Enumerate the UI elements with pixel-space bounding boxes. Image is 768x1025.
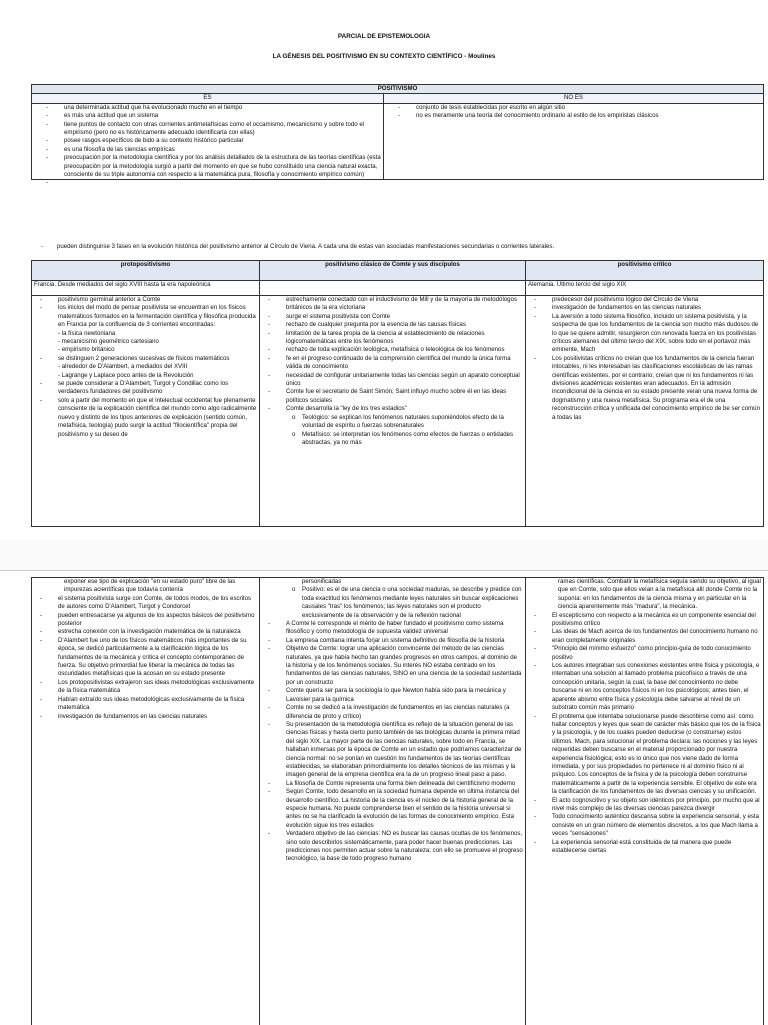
es-list <box>34 104 381 180</box>
protopositivismo-item: - se distinguen 2 generaciones sucesivas de físicos matemáticos - alrededor de D'Alambert, a mediados del XVIII - Lagrange y Laplace poco antes de la Revolución <box>34 355 257 380</box>
positivismo-clasico-item: - La filosofía de Comte representa una forma bien delineada del cientificismo moderno <box>262 780 523 788</box>
positivismo-critico-header: positivismo crítico <box>526 261 764 281</box>
positivismo-clasico-item: - Comte fue el secretario de Saint Simón, Saint influyó mucho sobre él en las ideas políticos sociales <box>262 388 523 405</box>
positivismo-clasico-list <box>262 296 523 414</box>
protopositivismo-item: - pueden entresacarse ya algunos de los aspectos básicos del positivismo posterior <box>34 612 257 629</box>
document-subtitle: LA GÉNESIS DEL POSITIVISMO EN SU CONTEXTO CIENTÍFICO - Moulines <box>0 53 768 60</box>
protopositivismo-item: - estrecha conexión con la investigación matemática de la naturaleza <box>34 628 257 636</box>
protopositivismo-item: - investigación de fundamentos en las ciencias naturales <box>34 713 257 721</box>
es-item: - posee rasgos específicos de bido a su contexto histórico particular <box>34 137 381 145</box>
positivismo-table <box>31 84 764 180</box>
estadio-item: o Positivo: es el de una ciencia o una sociedad maduras, se describe y predice con toda exactitud los fenómenos mediante leyes naturales sin buscar explicaciones causales "tras" los fenómenos; las leyes naturales son el producto exclusivamente de la observación y de la reflexión racional <box>262 586 523 620</box>
positivismo-clasico-item: - Su presentación de la metodología científica es reflejo de la situación general de las ciencias físicas y hasta cierto punto también de las biológicas durante la primera mitad del siglo XIX. La mayor parte de las ciencias naturales, sobre todo en Francia, se hallaban inmersas por la época de Comte en un estadio que podríamos caracterizar de ciencia normal: no se ponían en cuestión los fundamentos de las teorías científicas establecidas, se elaboraban primordialmente los detalles técnicos de las mismas y la imagen general de la empresa científica era la de un progreso lineal paso a paso. <box>262 721 523 780</box>
positivismo-clasico-item: - Verdadero objetivo de las ciencias: NO es buscar las causas ocultas de los fenómenos, sino solo describirlos sistemáticamente, para poder hacer buenas predicciones. Las predicciones nos permiten actuar sobre la naturaleza; con ello se promueve el progreso tecnológico, la base de todo progreso humano <box>262 830 523 864</box>
positivismo-critico-item: - La experiencia sensorial está constituida de tal manera que puede establecerse ciertas <box>528 839 761 856</box>
tres-estadios-list-continued <box>262 586 523 620</box>
positivismo-clasico-item: - Comte quería ser para la sociología lo que Newton había sido para la mecánica y Lavoisier para la química <box>262 687 523 704</box>
positivismo-critico-item: - El problema que intentaba solucionarse puede describirse como así: cómo hallar conceptos y leyes que sean de carácter más básico que los de la física y la psicología, y de los cuales pueden deducirse (o construirse) estos últimos. Mach, para solucionar el problema declara: las nociones y las leyes requeridas deben buscarse en el material proporcionado por nuestra experiencia fisiológica; esto es lo único que nos viene dado de forma inmediata, y por sus propiedades no pertenece ni al dominio físico ni al psíquico. Los conceptos de la física y de la psicología deben construirse matemáticamente a partir de la experiencia sensible. El objetivo de este era la clarificación de los fundamentos de las diversas ciencias y su unificación. <box>528 713 761 797</box>
positivismo-clasico-item: - fe en el progreso continuado de la comprensión científica del mundo la única forma válida de conocimiento <box>262 355 523 372</box>
positivismo-clasico-continuation: personificadas <box>262 578 523 586</box>
es-item: - preocupación por la metodología científica y por los análisis detallados de la estructura de las teorías científicas (esta preocupación por la metodología surgió a partir del momento en que se hubo constituido una ciencia natural exacta, consciente de su triple autonomía con respecto a la matemática pura, filosofía y conocimiento empírico común) <box>34 154 381 179</box>
positivismo-table-title: POSITIVISMO <box>32 85 764 94</box>
protopositivismo-list-continued <box>34 595 257 721</box>
positivismo-critico-continuation: ramas científicas. Combatir la metafísica seguía siendo su objetivo, al igual que en Comte, solo que ellos veían a la metafísica allí donde Comte no la suponía: en los fundamentos de la ciencia misma y en particular en la ciencia aparentemente más "madura", la mecánica. <box>528 578 761 612</box>
positivismo-clasico-item: - surge el sistema positivista con Comte <box>262 313 523 321</box>
positivismo-critico-cell <box>526 296 764 527</box>
protopositivismo-cell-continued <box>32 578 260 1025</box>
protopositivismo-list <box>34 296 257 439</box>
positivismo-clasico-item: - A Comte le corresponde el mérito de haber fundado el positivismo como sistema filosófico y como metodología de supuesta validez universal <box>262 620 523 637</box>
document-page-2 <box>0 570 768 1025</box>
protopositivismo-item: - el sistema positivista surge con Comte, de todos modos, de los escritos de autores como D'Alambert, Turgot y Condorcet <box>34 595 257 612</box>
positivismo-clasico-item: - rechazo de toda explicación teológica, metafísica o teleológica de los fenómenos <box>262 346 523 354</box>
protopositivismo-item: - Los protopositivistas extrajeron sus ideas metodológicas exclusivamente de la física matemática <box>34 679 257 696</box>
phases-intro-text: pueden distinguirse 3 fases en la evolución histórica del positivismo anterior al Círculo de Viena. A cada una de estas van asociadas manifestaciones secundarias o corrientes laterales. <box>57 243 554 250</box>
protopositivismo-item: - D'Alambert fue uno de los físicos matemáticos más importantes de su época, se dedicó particularmente a la clarificación lógica de los fundamentos de la mecánica y crítica el concepto contemporáneo de fuerza. Su objetivo primordial fue liberar la mecánica de todas las oscuridades metafísicas que la acosan en su estado presente <box>34 637 257 679</box>
es-column-header: ES <box>32 94 384 103</box>
no-es-list <box>386 104 761 121</box>
positivismo-critico-item: - Los autores integraban sus conexiones existentes entre física y psicología, e intentaban una solución al llamado problema psicofísico a través de una concepción unitaria, según la cual, la base del conocimiento no debe buscarse ni en los conceptos físicos ni en los psicológicos; antes bien, el aparente abismo entre física y psicología debe salvarse al nivel de un substrato común más primario <box>528 662 761 712</box>
positivismo-critico-item: - investigación de fundamentos en las ciencias naturales <box>528 304 761 312</box>
es-item: - es una filosofía de las ciencias empíricas <box>34 146 381 154</box>
estadio-item: o Teológico: se explican los fenómenos naturales suponiéndolos efecto de la voluntad de espíritu o fuerzas sobrenaturales <box>262 414 523 431</box>
positivismo-critico-item: - "Principio del mínimo esfuerzo" como principio-guía de todo conocimiento positivo <box>528 645 761 662</box>
protopositivismo-continuation: exponer ese tipo de explicación "en su estado puro" libre de las impurezas acientíficas que todavía contenía <box>34 578 257 595</box>
positivismo-clasico-item: - La empresa comtiana intenta forjar un sistema definitivo de filosofía de la historia <box>262 637 523 645</box>
positivismo-critico-cell-continued <box>526 578 764 1025</box>
protopositivismo-item: - los inicios del modo de pensar positivista se encuentran en los físicos matemáticos formados en la fermentación científica y filosófica producida en Francia por la confluencia de 3 corrientes encontradas: - la física newtoniana - mecanicismo geométrico cartesiano - empirismo británico <box>34 304 257 354</box>
no-es-column-header: NO ES <box>384 94 764 103</box>
positivismo-clasico-item: - Objetivo de Comte: lograr una aplicación convincente del método de las ciencias naturales, ya que había hecho tan grandes progresos en otros campos, al dominio de la historia y de los fenómenos sociales. Su interés NO estaba centrado en los fundamentos de las ciencias naturales, SINO en una ciencia de la sociedad sustentada por un constructo <box>262 645 523 687</box>
positivismo-critico-item: - predecesor del positivismo lógico del Círculo de Viena <box>528 296 761 304</box>
phases-table <box>31 260 764 527</box>
positivismo-clasico-list-continued <box>262 620 523 864</box>
es-item: - una determinada actitud que ha evolucionado mucho en el tiempo <box>34 104 381 112</box>
positivismo-critico-item: - El acto cognoscitivo y su objeto son idénticos por principio, por mucho que al nivel más complejo de las diversas ciencias parezca divergir <box>528 797 761 814</box>
positivismo-clasico-subheader <box>260 281 526 296</box>
phases-table-continued <box>31 577 764 1025</box>
protopositivismo-item: - se puede considerar a D'Alambert, Turgot y Condillac como los verdaderos fundadores del positivismo <box>34 380 257 397</box>
document-title: PARCIAL DE EPISTEMOLOGIA <box>0 33 768 40</box>
protopositivismo-item: - Habían extraído sus ideas metodológicas exclusivamente de la física matemática <box>34 696 257 713</box>
phases-intro: - pueden distinguirse 3 fases en la evolución histórica del positivismo anterior al Círculo de Viena. A cada una de estas van asociadas manifestaciones secundarias o corrientes laterales. <box>31 243 761 251</box>
protopositivismo-item: - solo a partir del momento en que el intelectual occidental fue plenamente consciente de la explicación científica del mundo como algo radicalmente nuevo y distinto de los tipos anteriores de explicación (sentido común, metafísica, teología) pudo surgir la actitud "filocientífica" propia del positivismo y su deseo de <box>34 397 257 439</box>
es-item: - tiene puntos de contacto con otras corrientes antimetafísicas como el occamismo, mecanicismo y sobre todo el empirismo (pero no es históricamente adecuado identificarla con ellas) <box>34 121 381 138</box>
positivismo-critico-item: - Las ideas de Mach acerca de los fundamentos del conocimiento humano no eran completamente originales <box>528 628 761 645</box>
positivismo-critico-item: - La aversión a todo sistema filosófico, incluido un sistema positivista, y la sospecha de que los fundamentos de la ciencia son mucho más dudosos de lo que se quiere admitir, resurgieron con renovada fuerza en los positivistas críticos alemanes del último tercio del XIX, sobre todo en el portavoz más eminente, Mach <box>528 313 761 355</box>
positivismo-clasico-item: - Según Comte, todo desarrollo en la sociedad humana depende en última instancia del desarrollo científico. La historia de la ciencia es el núcleo de la historia general de la especie humana. No puede comprenderse bien el sentido de la historia universal si antes no se ha clarificado la evolución de las formas de conocimiento empírico. Esta evolución sigue los tres estadios <box>262 788 523 830</box>
es-cell <box>32 103 384 180</box>
positivismo-critico-item: - Los positivistas críticos no creían que los fundamentos de la ciencia fueran intocables, ni les interesaban las clasificaciones escolásticas de las ramas científicas existentes, por el contrario; creían que ni los fundamentos ni las divisiones académicas existentes eran adecuados. En la admisión incondicional de la ciencia en su estado presente veían una nueva forma de dogmatismo y una nueva metafísica. Su programa era el de una reconstrucción crítica y unificada del conocimiento empírico de be ser común a todas las <box>528 355 761 422</box>
positivismo-clasico-cell <box>260 296 526 527</box>
estadio-item: o Metafísico: se interpretan los fenómenos como efectos de fuerzas o entidades abstractas, ya no más <box>262 431 523 448</box>
positivismo-critico-item: - El escepticismo con respecto a la mecánica es un componente esencial del positivismo crítico <box>528 612 761 629</box>
protopositivismo-item: - positivismo germinal anterior a Comte <box>34 296 257 304</box>
positivismo-clasico-item: - rechazo de cualquier pregunta por la esencia de las causas físicas <box>262 321 523 329</box>
protopositivismo-cell <box>32 296 260 527</box>
positivismo-clasico-item: - limitación de la tarea propia de la ciencia al establecimiento de relaciones lógicomatemáticas entre los fenómenos <box>262 330 523 347</box>
positivismo-clasico-item: - necesidad de configurar unitariamente todas las ciencias según un aparato conceptual único <box>262 372 523 389</box>
no-es-item: - conjunto de tesis establecidas por escrito en algún sitio <box>386 104 761 112</box>
no-es-cell <box>384 103 764 180</box>
positivismo-critico-subheader: Alemania. Último tercio del siglo XIX <box>526 281 764 296</box>
protopositivismo-subheader: Francia. Desde mediados del siglo XVIII hasta la era napoleónica <box>32 281 260 296</box>
page-gap <box>0 540 768 570</box>
protopositivismo-header: protopositivismo <box>32 261 260 281</box>
positivismo-clasico-cell-continued <box>260 578 526 1025</box>
positivismo-clasico-item: - Comte desarrolla la "ley de los tres estadios" <box>262 405 523 413</box>
positivismo-critico-list <box>528 296 761 422</box>
no-es-item: - no es meramente una teoría del conocimiento ordinario al estilo de los empiristas clásicos <box>386 112 761 120</box>
es-item: - es más una actitud que un sistema <box>34 112 381 120</box>
tres-estadios-list <box>262 414 523 448</box>
positivismo-clasico-item: - estrechamente conectado con el inductivismo de Mill y de la mayoría de metodólogos británicos de la era victoriana <box>262 296 523 313</box>
positivismo-clasico-item: - Comte no se dedicó a la investigación de fundamentos en las ciencias naturales (a diferencia de proto y crítico) <box>262 704 523 721</box>
positivismo-critico-list-continued <box>528 612 761 856</box>
positivismo-critico-item: - Todo conocimiento auténtico descansa sobre la experiencia sensorial, y esta consiste en un gran número de elementos discretos, a los que Mach llama a veces "sensaciones" <box>528 813 761 838</box>
positivismo-clasico-header: positivismo clásico de Comte y sus discípulos <box>260 261 526 281</box>
